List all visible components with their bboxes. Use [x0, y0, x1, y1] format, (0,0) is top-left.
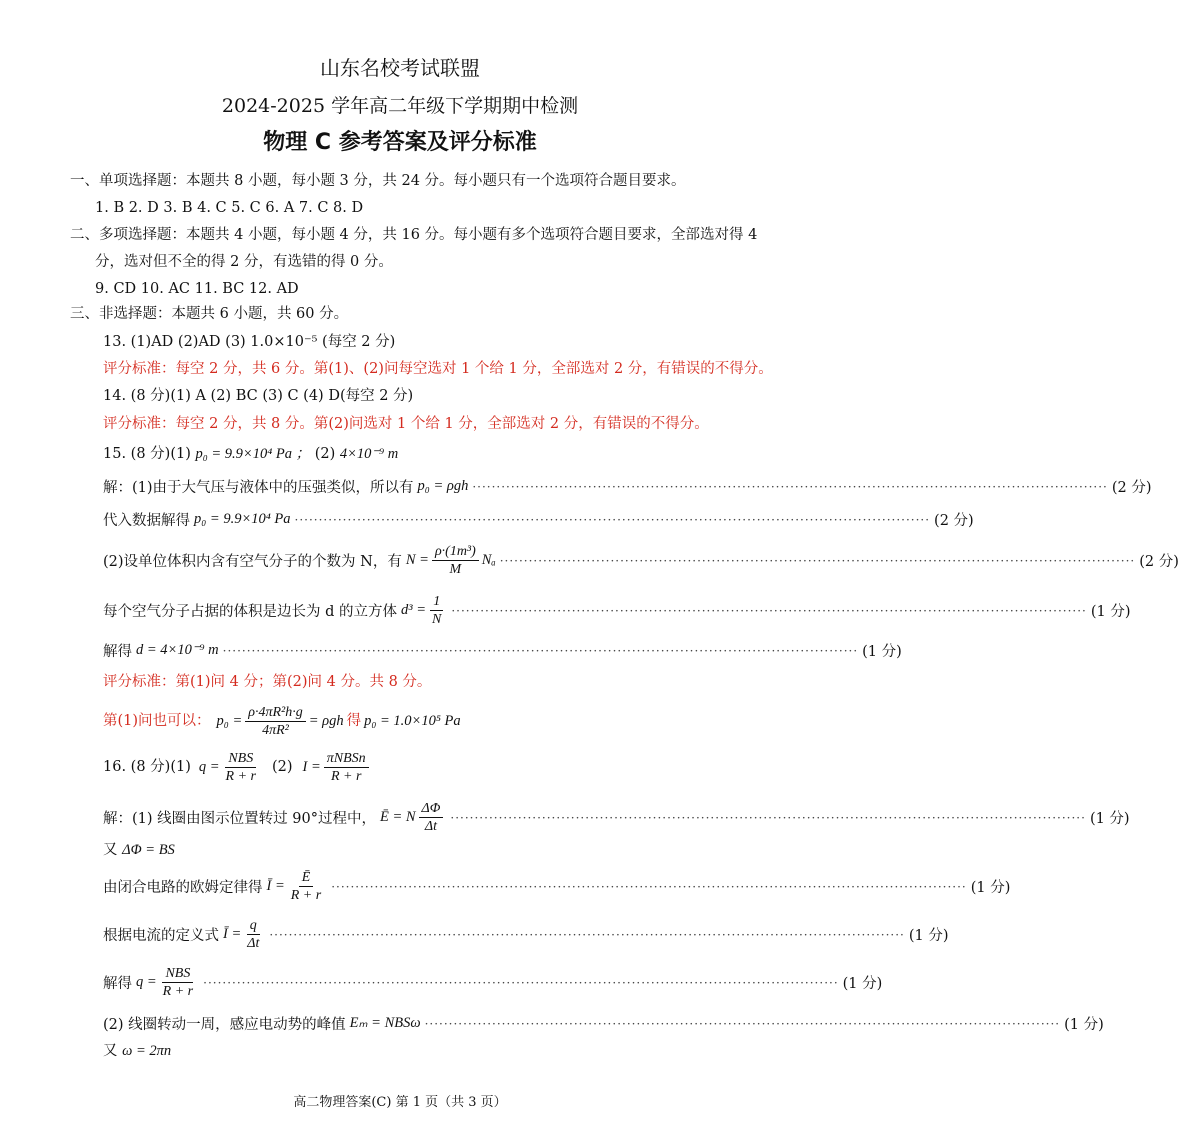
- leader-dots: ····································································································································: [450, 810, 1086, 825]
- score: (2 分): [1139, 554, 1179, 570]
- q15-grading-standard: 评分标准：第(1)问 4 分；第(2)问 4 分。共 8 分。: [103, 674, 432, 690]
- section1-heading: 一、单项选择题：本题共 8 小题，每小题 3 分，共 24 分。每小题只有一个选项符合题目要求。: [70, 173, 686, 189]
- score: (1 分): [1064, 1017, 1104, 1033]
- leader-dots: ····································································································································: [331, 879, 967, 894]
- q16-step-4: 根据电流的定义式 Ī = $\frac{q}{\Delta t}$ ···································································································································· (1 分): [103, 918, 949, 951]
- fraction: $\frac{\text{ρ·(1m³)}}{M}$: [432, 543, 479, 578]
- q13-answer: 13. (1)AD (2)AD (3) 1.0×10⁻⁵ (每空 2 分): [103, 334, 396, 350]
- score: (1 分): [1089, 811, 1130, 827]
- q15-answer-1: p₀ = 9.9×10⁴ Pa ；: [195, 446, 311, 462]
- leader-dots: ····································································································································: [269, 927, 905, 942]
- fraction: $\frac{\text{NBS}}{R + r}$: [225, 750, 256, 784]
- section2-answers: 9. CD 10. AC 11. BC 12. AD: [95, 281, 299, 297]
- q16-label: 16. (8 分)(1): [103, 759, 191, 775]
- fraction: $\frac{\text{ρ·4πR²h·g}}{\text{4πR²}}$: [245, 704, 305, 739]
- fraction: $\frac{\text{NBS}}{R + r}$: [162, 966, 194, 999]
- score: (2 分): [1111, 480, 1152, 496]
- q15-step-3: (2)设单位体积内含有空气分子的个数为 N，有 N = $\frac{\text{ρ·(1m³)}}{M}$ Nₐ ···································································································································· (2 分): [103, 544, 1179, 577]
- q15-answer-2: 4×10⁻⁹ m: [339, 446, 399, 462]
- q14-grading-standard: 评分标准：每空 2 分，共 8 分。第(2)问选对 1 个给 1 分，全部选对 2 分，有错误的不得分。: [103, 416, 709, 432]
- q15-answer: [103, 444, 398, 464]
- q15-label: 15. (8 分)(1): [103, 446, 191, 462]
- score: (1 分): [908, 928, 949, 944]
- score: (1 分): [970, 880, 1011, 896]
- leader-dots: ····································································································································: [294, 512, 931, 527]
- formula: ΔΦ = BS: [122, 842, 175, 858]
- q15-alternative: 第(1)问也可以： p₀ = $\frac{\text{ρ·4πR²h·g}}{\text{4πR²}}$ = ρgh 得 p₀ = 1.0×10⁵ Pa: [103, 704, 461, 738]
- leader-dots: ····································································································································: [424, 1016, 1061, 1031]
- q16-step-7: 又 ω = 2πn: [103, 1043, 172, 1059]
- fraction: $\frac{1}{N}$: [432, 594, 442, 627]
- q15-step-5: 解得 d = 4×10⁻⁹ m ···································································································································· (1 分): [103, 642, 902, 660]
- score: (1 分): [1090, 604, 1131, 620]
- q14-answer: 14. (8 分)(1) A (2) BC (3) C (4) D(每空 2 分): [103, 388, 414, 404]
- formula: p₀ = 9.9×10⁴ Pa: [194, 511, 291, 527]
- fraction: $\frac{\Delta\Phi}{\Delta t}$: [419, 800, 444, 835]
- formula: Eₘ = NBSω: [349, 1015, 421, 1031]
- page-footer: 高二物理答案(C) 第 1 页（共 3 页）: [293, 1095, 507, 1110]
- leader-dots: ····································································································································: [203, 975, 839, 990]
- fraction: $\frac{\text{πNBSn}}{R + r}$: [324, 750, 369, 785]
- q16-step-6: (2) 线圈转动一周，感应电动势的峰值 Eₘ = NBSω ···································································································································· (1 分): [103, 1015, 1104, 1033]
- section3-heading: 三、非选择题：本题共 6 小题，共 60 分。: [70, 306, 349, 322]
- q16-step-3: 由闭合电路的欧姆定律得 Ī = $\frac{Ē}{R + r}$ ···································································································································· (1 分): [103, 870, 1011, 903]
- section1-answers: 1. B 2. D 3. B 4. C 5. C 6. A 7. C 8. D: [95, 200, 364, 216]
- q16-step-2: 又 ΔΦ = BS: [103, 842, 175, 858]
- q16-step-1: 解：(1) 线圈由图示位置转过 90°过程中， Ē = N $\frac{\Delta\Phi}{\Delta t}$ ···································································································································· (1 分): [103, 801, 1130, 834]
- formula: p₀ = ρgh: [417, 478, 469, 494]
- score: (1 分): [842, 976, 883, 992]
- q13-grading-standard: 评分标准：每空 2 分，共 6 分。第(1)、(2)问每空选对 1 个给 1 分，全部选对 2 分，有错误的不得分。: [103, 361, 773, 377]
- org-title: 山东名校考试联盟: [320, 56, 480, 80]
- q16-step-5: 解得 q = $\frac{\text{NBS}}{R + r}$ ···································································································································· (1 分): [103, 966, 883, 999]
- q15-step-1: 解：(1)由于大气压与液体中的压强类似，所以有 p₀ = ρgh ···································································································································· (2 分): [103, 478, 1152, 496]
- fraction: $\frac{q}{\Delta t}$: [247, 918, 260, 951]
- page-title: 物理 C 参考答案及评分标准: [263, 130, 537, 155]
- formula: ω = 2πn: [122, 1043, 172, 1059]
- leader-dots: ····································································································································: [499, 553, 1136, 568]
- exam-title: 2024-2025 学年高二年级下学期期中检测: [221, 95, 579, 117]
- score: (2 分): [934, 513, 974, 529]
- leader-dots: ····································································································································: [222, 643, 859, 658]
- section2-heading: 二、多项选择题：本题共 4 小题，每小题 4 分，共 16 分。每小题有多个选项符合题目要求，全部选对得 4: [70, 227, 758, 243]
- section2-heading-cont: 分，选对但不全的得 2 分，有选错的得 0 分。: [95, 254, 393, 270]
- q15-step-4: 每个空气分子占据的体积是边长为 d 的立方体 d³ = $\frac{1}{N}$ ···································································································································· (1 分): [103, 594, 1131, 627]
- formula: d = 4×10⁻⁹ m: [136, 642, 219, 658]
- q16-answer: 16. (8 分)(1) q = $\frac{\text{NBS}}{R + r}$ (2) I = $\frac{\text{πNBSn}}{R + r}$: [103, 750, 372, 784]
- score: (1 分): [862, 644, 902, 660]
- leader-dots: ····································································································································: [451, 603, 1087, 618]
- leader-dots: ····································································································································: [472, 479, 1108, 494]
- fraction: $\frac{Ē}{R + r}$: [290, 870, 322, 903]
- q15-step-2: 代入数据解得 p₀ = 9.9×10⁴ Pa ···································································································································· (2 分): [103, 511, 974, 529]
- q15-part2-label: (2): [314, 446, 336, 462]
